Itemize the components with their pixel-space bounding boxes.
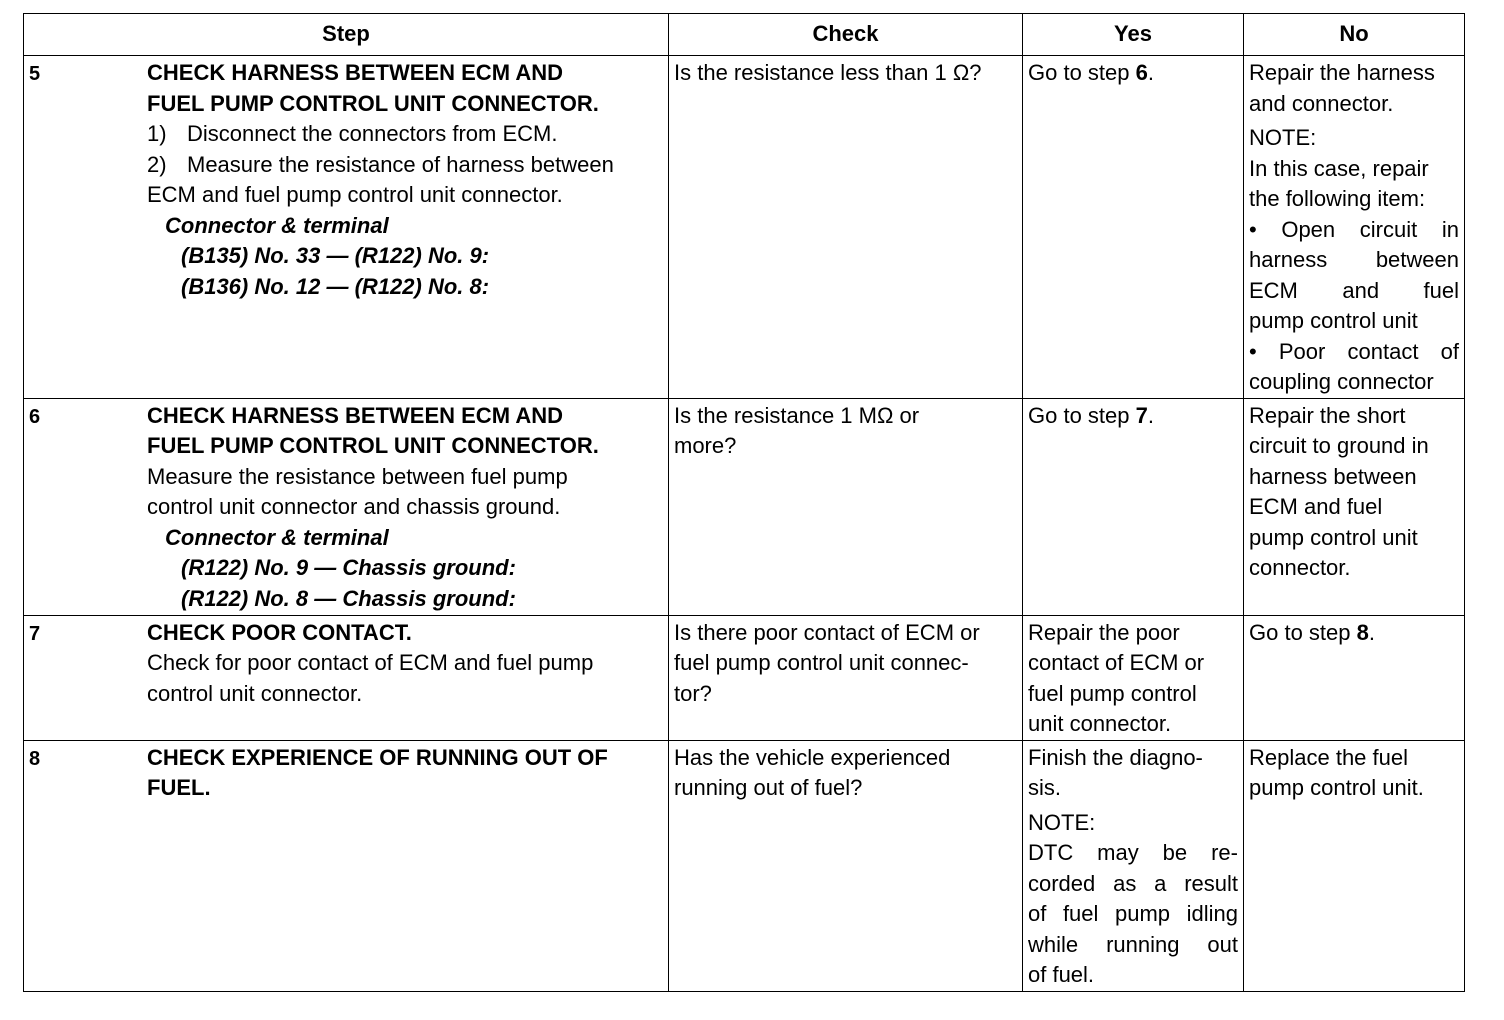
yes-cell bbox=[1023, 56, 1244, 399]
no-cell bbox=[1244, 398, 1465, 615]
no-cell bbox=[1244, 740, 1465, 991]
table-row bbox=[24, 56, 1465, 399]
no-text: Replace the fuel pump control unit. bbox=[1249, 744, 1424, 800]
step-title: CHECK POOR CONTACT. bbox=[147, 619, 412, 645]
header-step: Step bbox=[24, 14, 669, 56]
check-cell bbox=[669, 615, 1023, 740]
table-row bbox=[24, 398, 1465, 615]
connector-terminal: (B135) No. 33 — (R122) No. 9: bbox=[181, 243, 490, 268]
connector-terminal: (B136) No. 12 — (R122) No. 8: bbox=[181, 273, 490, 299]
table-row bbox=[24, 615, 1465, 740]
step-title: CHECK HARNESS BETWEEN ECM AND FUEL PUMP CONTROL UNIT CONNECTOR. bbox=[147, 402, 599, 458]
step-number: 8 bbox=[29, 747, 41, 770]
yes-cell bbox=[1023, 615, 1244, 740]
yes-text: Finish the diagno- sis. NOTE: DTC may be re- corded as a result of fuel pump idling while running out of fuel. bbox=[1028, 744, 1238, 987]
procedure-text: Measure the resistance between fuel pump bbox=[147, 463, 568, 489]
step-reference: 8 bbox=[1356, 619, 1369, 645]
header-row bbox=[24, 14, 1465, 56]
step-cell bbox=[24, 56, 669, 399]
header-yes: Yes bbox=[1023, 14, 1244, 56]
step-number: 6 bbox=[29, 405, 41, 428]
step-cell bbox=[24, 740, 669, 991]
step-reference: 6 bbox=[1135, 60, 1148, 85]
no-text: Repair the harness and connector. NOTE: In this case, repair the following item: • Open circuit in harness between ECM and fuel pump control unit • Poor contact of coupling connector bbox=[1249, 60, 1459, 394]
procedure-text: control unit connector. bbox=[147, 680, 363, 706]
procedure-step: 2) Measure the resistance of harness between bbox=[147, 151, 614, 177]
yes-cell bbox=[1023, 398, 1244, 615]
yes-text: Go to step 6. bbox=[1028, 60, 1154, 85]
procedure-text: control unit connector and chassis ground. bbox=[147, 494, 561, 519]
procedure-step: 1) Disconnect the connectors from ECM. bbox=[147, 121, 558, 146]
header-check: Check bbox=[669, 14, 1023, 56]
no-text: Go to step 8. bbox=[1249, 619, 1375, 645]
step-title: CHECK EXPERIENCE OF RUNNING OUT OF FUEL. bbox=[147, 744, 608, 800]
procedure-step-cont: ECM and fuel pump control unit connector. bbox=[147, 182, 563, 207]
step-number: 7 bbox=[29, 622, 41, 645]
step-title: CHECK HARNESS BETWEEN ECM AND FUEL PUMP CONTROL UNIT CONNECTOR. bbox=[147, 60, 599, 116]
no-text: Repair the short circuit to ground in harness between ECM and fuel pump control unit connector. bbox=[1249, 402, 1429, 580]
check-text: Is there poor contact of ECM or fuel pump control unit connec- tor? bbox=[674, 619, 980, 706]
check-cell bbox=[669, 398, 1023, 615]
step-number: 5 bbox=[29, 63, 41, 85]
connector-heading: Connector & terminal bbox=[165, 524, 389, 550]
note-label: NOTE: bbox=[1249, 125, 1317, 150]
connector-terminal: (R122) No. 9 — Chassis ground: bbox=[181, 555, 516, 580]
no-cell bbox=[1244, 615, 1465, 740]
note-label: NOTE: bbox=[1028, 809, 1096, 835]
check-cell bbox=[669, 56, 1023, 399]
diagnostic-table bbox=[23, 13, 1465, 992]
table-row bbox=[24, 740, 1465, 991]
no-cell bbox=[1244, 56, 1465, 399]
connector-terminal: (R122) No. 8 — Chassis ground: bbox=[181, 585, 516, 611]
procedure-text: Check for poor contact of ECM and fuel pump bbox=[147, 650, 594, 675]
check-cell bbox=[669, 740, 1023, 991]
step-cell bbox=[24, 615, 669, 740]
step-cell bbox=[24, 398, 669, 615]
yes-cell bbox=[1023, 740, 1244, 991]
check-text: Is the resistance less than 1 Ω? bbox=[674, 60, 982, 85]
check-text: Has the vehicle experienced running out of fuel? bbox=[674, 744, 951, 800]
yes-text: Repair the poor contact of ECM or fuel pump control unit connector. bbox=[1028, 619, 1205, 736]
step-reference: 7 bbox=[1135, 402, 1148, 428]
check-text: Is the resistance 1 MΩ or more? bbox=[674, 402, 920, 458]
yes-text: Go to step 7. bbox=[1028, 402, 1154, 428]
header-no: No bbox=[1244, 14, 1465, 56]
connector-heading: Connector & terminal bbox=[165, 212, 389, 238]
